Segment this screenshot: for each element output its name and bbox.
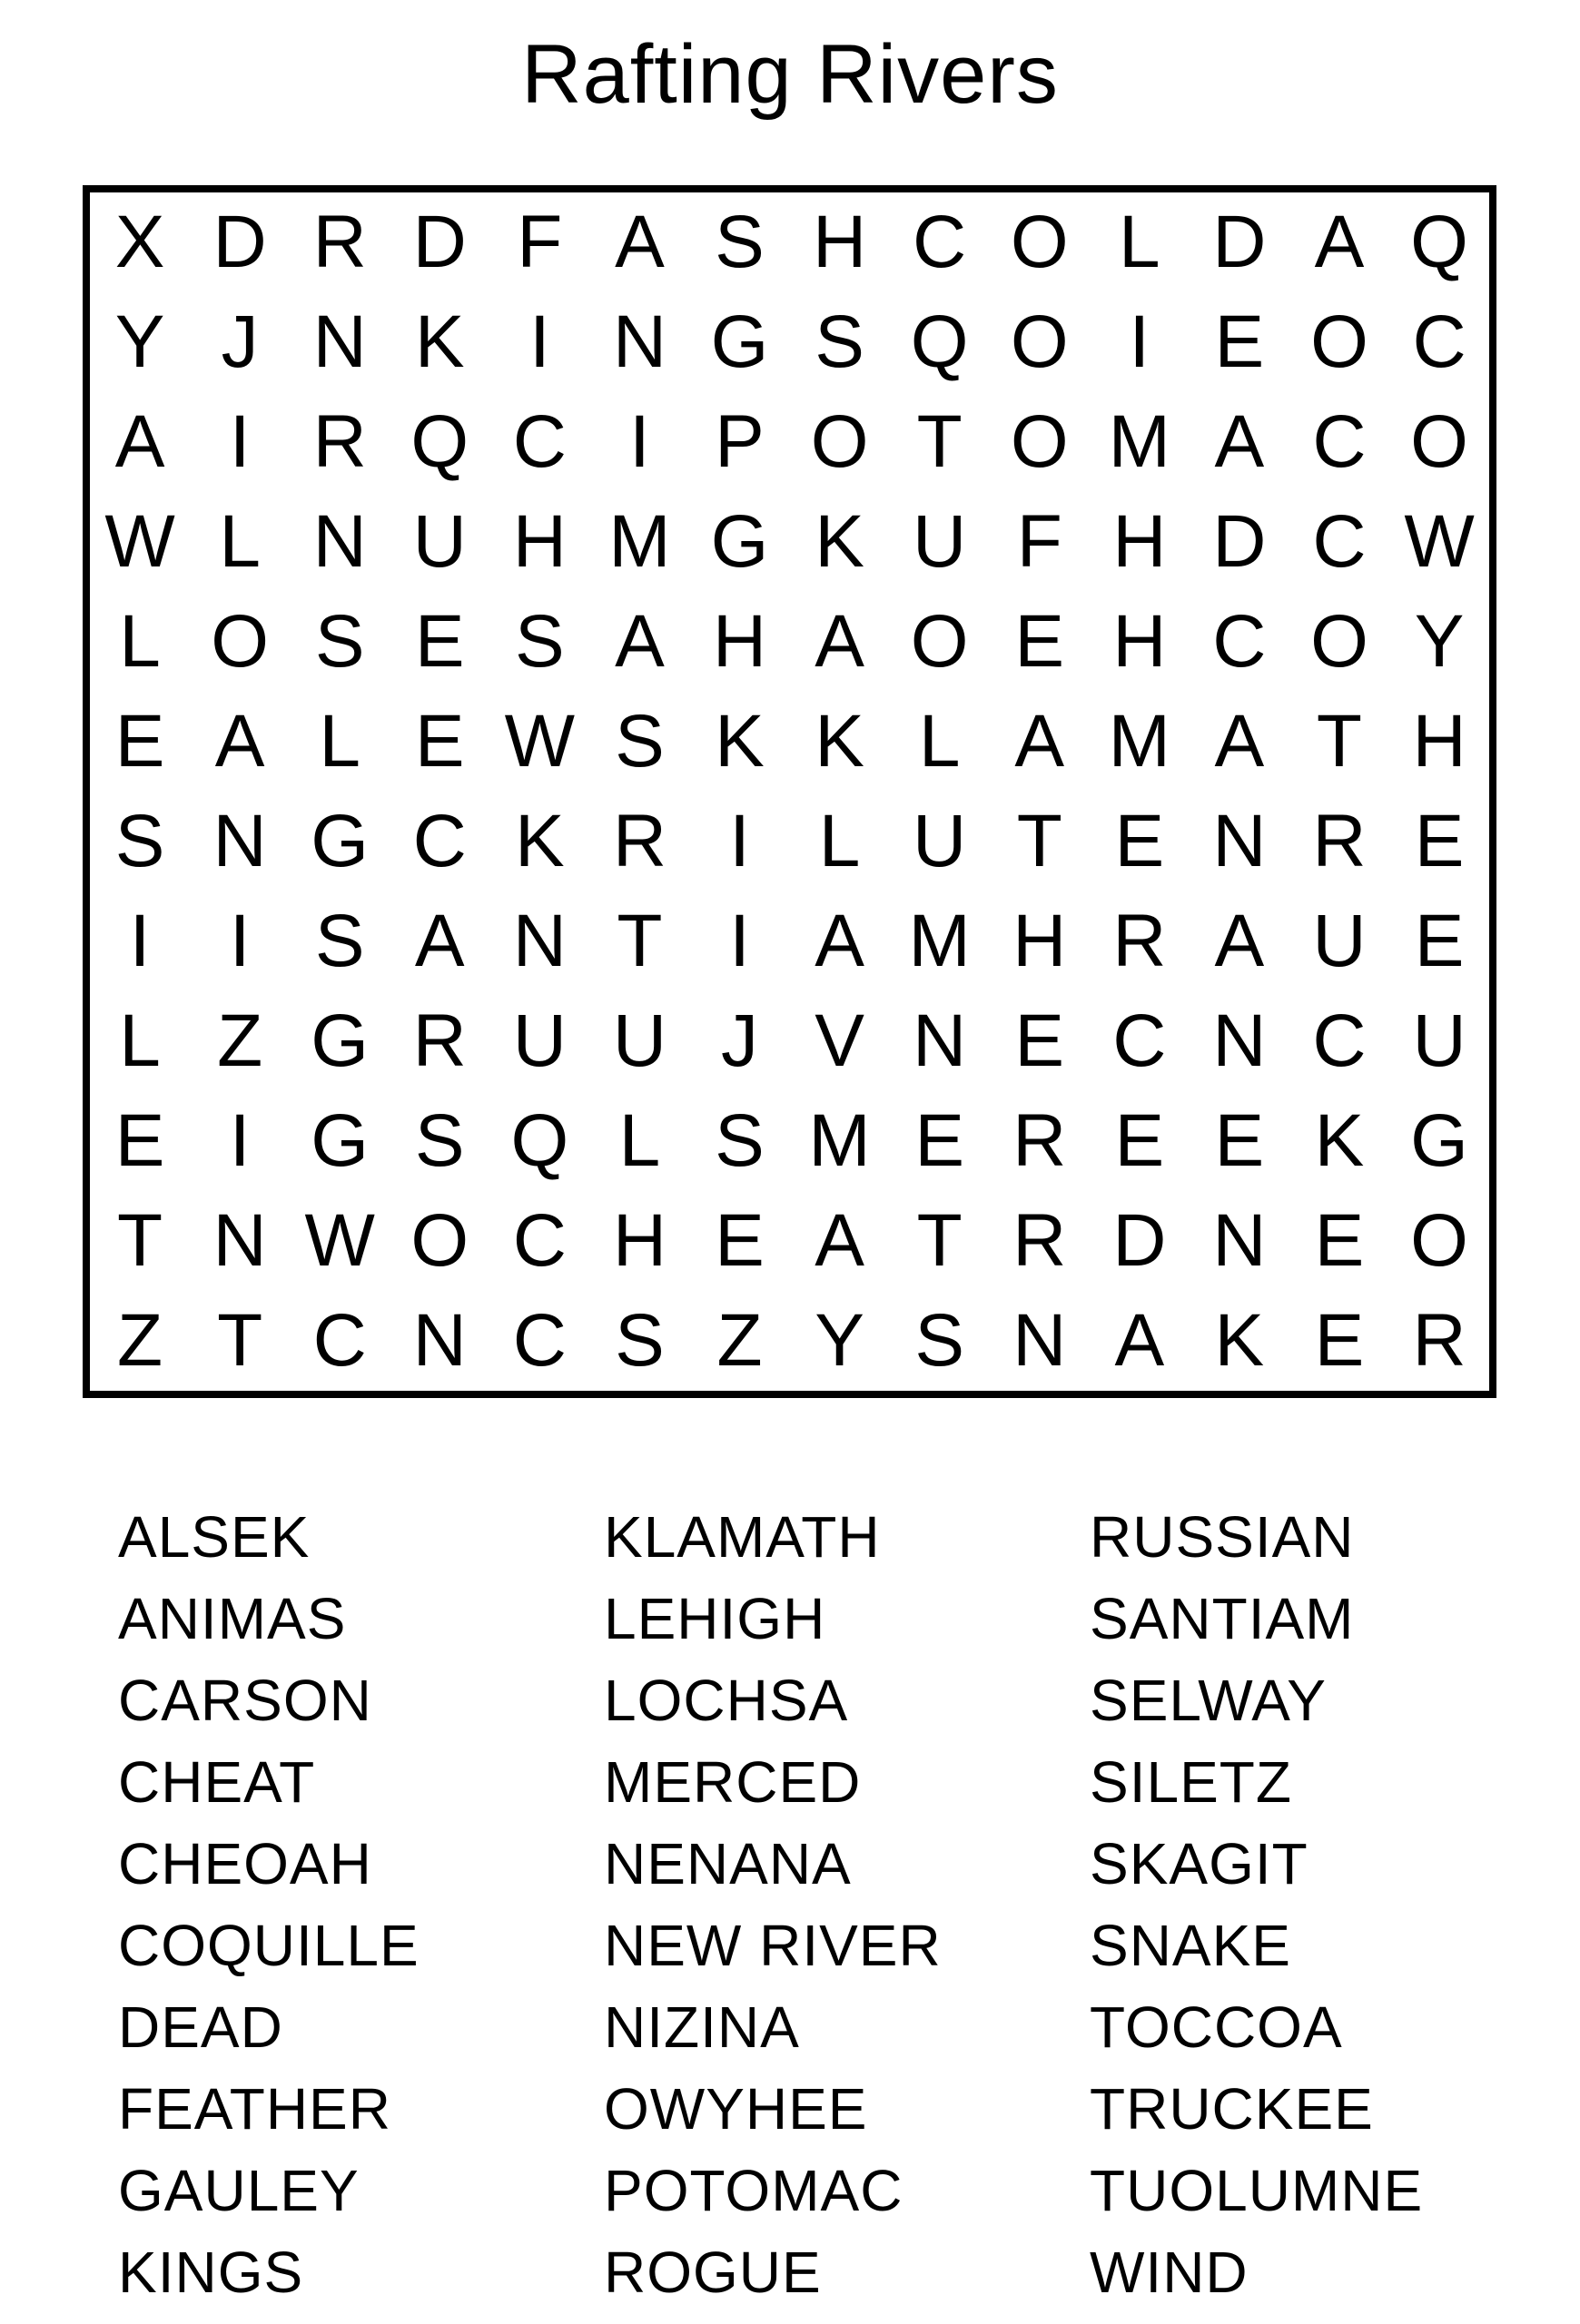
grid-cell: F	[517, 201, 563, 283]
grid-cell: A	[815, 1199, 864, 1282]
grid-cell: L	[918, 700, 961, 783]
grid-cell: F	[1016, 500, 1062, 583]
grid-cell: H	[1112, 500, 1167, 583]
grid-cell: C	[312, 1299, 367, 1382]
word-item: KLAMATH	[604, 1504, 881, 1570]
grid-cell: C	[412, 800, 467, 882]
grid-cell: A	[414, 900, 465, 982]
grid-cell: G	[710, 500, 769, 583]
grid-cell: I	[629, 400, 650, 483]
grid-cell: Y	[114, 300, 165, 383]
grid-cell: U	[612, 1000, 667, 1082]
grid-cell: R	[1312, 800, 1367, 882]
grid-cell: I	[229, 400, 251, 483]
grid-cell: L	[219, 500, 261, 583]
grid-cell: R	[412, 1000, 467, 1082]
grid-cell: A	[214, 700, 265, 783]
grid-cell: L	[119, 1000, 161, 1082]
word-item: ROGUE	[604, 2240, 822, 2305]
grid-cell: O	[211, 600, 270, 683]
word-list-column	[118, 1496, 604, 2313]
grid-cell: C	[512, 1199, 567, 1282]
word-item: SELWAY	[1090, 1668, 1327, 1733]
word-item: CARSON	[118, 1668, 372, 1733]
grid-cell: R	[312, 201, 367, 283]
grid-cell: A	[114, 400, 165, 483]
grid-cell: Z	[217, 1000, 263, 1082]
grid-cell: T	[916, 400, 963, 483]
grid-cell: O	[1310, 600, 1368, 683]
grid-cell: D	[1212, 201, 1267, 283]
word-item: TUOLUMNE	[1090, 2158, 1424, 2223]
grid-cell: A	[1314, 201, 1365, 283]
grid-cell: D	[1112, 1199, 1167, 1282]
grid-cell: C	[1312, 1000, 1367, 1082]
grid-cell: L	[1119, 201, 1160, 283]
grid-row	[90, 192, 1489, 292]
grid-cell: Q	[410, 400, 469, 483]
grid-cell: N	[312, 300, 367, 383]
grid-cell: N	[612, 300, 667, 383]
grid-cell: P	[715, 400, 765, 483]
grid-cell: E	[114, 700, 165, 783]
grid-cell: N	[913, 1000, 967, 1082]
grid-row	[90, 991, 1489, 1091]
grid-cell: U	[913, 500, 967, 583]
word-item: POTOMAC	[604, 2158, 904, 2223]
grid-cell: N	[1212, 800, 1267, 882]
grid-cell: C	[512, 1299, 567, 1382]
word-item: MERCED	[604, 1749, 862, 1815]
grid-cell: E	[1214, 300, 1265, 383]
grid-cell: G	[1410, 1099, 1468, 1182]
grid-cell: H	[1412, 700, 1466, 783]
grid-cell: O	[810, 400, 869, 483]
grid-cell: M	[1108, 400, 1170, 483]
grid-cell: R	[1112, 900, 1167, 982]
grid-cell: A	[1214, 700, 1265, 783]
grid-cell: S	[615, 700, 665, 783]
grid-cell: N	[1212, 1199, 1267, 1282]
word-item: FEATHER	[118, 2076, 391, 2142]
grid-cell: L	[319, 700, 360, 783]
grid-cell: A	[1214, 400, 1265, 483]
grid-cell: H	[612, 1199, 667, 1282]
grid-cell: E	[114, 1099, 165, 1182]
grid-cell: A	[1114, 1299, 1165, 1382]
word-item: LEHIGH	[604, 1586, 826, 1651]
grid-cell: N	[512, 900, 567, 982]
grid-cell: O	[1310, 300, 1368, 383]
grid-cell: W	[304, 1199, 375, 1282]
grid-cell: D	[1212, 500, 1267, 583]
grid-cell: Q	[1410, 201, 1468, 283]
grid-cell: T	[217, 1299, 263, 1382]
grid-cell: X	[114, 201, 165, 283]
grid-cell: N	[212, 1199, 267, 1282]
grid-cell: O	[1010, 201, 1069, 283]
grid-cell: L	[818, 800, 861, 882]
grid-cell: E	[1414, 900, 1465, 982]
grid-cell: I	[729, 900, 750, 982]
word-item: NENANA	[604, 1831, 852, 1896]
word-item: LOCHSA	[604, 1668, 849, 1733]
page-title: Rafting Rivers	[521, 28, 1059, 121]
grid-cell: U	[1412, 1000, 1466, 1082]
grid-cell: S	[114, 800, 165, 882]
grid-cell: C	[1112, 1000, 1167, 1082]
grid-cell: H	[512, 500, 567, 583]
grid-row	[90, 1291, 1489, 1391]
grid-cell: K	[515, 800, 565, 882]
word-item: ALSEK	[118, 1504, 311, 1570]
grid-cell: K	[414, 300, 465, 383]
word-item: RUSSIAN	[1090, 1504, 1355, 1570]
grid-row	[90, 1191, 1489, 1291]
grid-cell: M	[608, 500, 671, 583]
grid-cell: Z	[716, 1299, 763, 1382]
grid-cell: C	[913, 201, 967, 283]
grid-cell: J	[221, 300, 259, 383]
grid-cell: E	[1014, 600, 1065, 683]
grid-cell: C	[1312, 400, 1367, 483]
grid-cell: G	[311, 1000, 370, 1082]
grid-cell: R	[1412, 1299, 1466, 1382]
grid-cell: A	[1214, 900, 1265, 982]
word-item: NEW RIVER	[604, 1913, 942, 1978]
grid-cell: K	[1314, 1099, 1365, 1182]
word-item: SILETZ	[1090, 1749, 1292, 1815]
word-item: ANIMAS	[118, 1586, 347, 1651]
grid-cell: A	[1014, 700, 1065, 783]
word-item: CHEAT	[118, 1749, 316, 1815]
grid-cell: C	[512, 400, 567, 483]
grid-cell: O	[1010, 400, 1069, 483]
word-list-column	[1090, 1496, 1575, 2313]
grid-cell: U	[412, 500, 467, 583]
grid-cell: O	[1410, 1199, 1468, 1282]
grid-cell: C	[1312, 500, 1367, 583]
grid-cell: V	[815, 1000, 864, 1082]
grid-cell: M	[808, 1099, 871, 1182]
grid-cell: O	[410, 1199, 469, 1282]
grid-cell: M	[1108, 700, 1170, 783]
grid-row	[90, 392, 1489, 492]
grid-cell: D	[212, 201, 267, 283]
grid-cell: E	[715, 1199, 765, 1282]
grid-cell: T	[1316, 700, 1363, 783]
grid-cell: A	[615, 201, 665, 283]
grid-row	[90, 891, 1489, 991]
word-item: DEAD	[118, 1994, 283, 2060]
grid-cell: U	[1312, 900, 1367, 982]
grid-cell: N	[412, 1299, 467, 1382]
grid-cell: S	[715, 201, 765, 283]
grid-cell: I	[229, 1099, 251, 1182]
grid-cell: S	[414, 1099, 465, 1182]
grid-cell: E	[414, 700, 465, 783]
grid-cell: Y	[1414, 600, 1465, 683]
grid-cell: K	[815, 500, 864, 583]
grid-cell: N	[312, 500, 367, 583]
grid-cell: R	[1012, 1199, 1067, 1282]
grid-cell: E	[914, 1099, 965, 1182]
grid-cell: G	[311, 800, 370, 882]
grid-cell: W	[104, 500, 175, 583]
grid-cell: A	[615, 600, 665, 683]
grid-cell: H	[812, 201, 867, 283]
grid-cell: T	[1016, 800, 1062, 882]
grid-cell: K	[1214, 1299, 1265, 1382]
grid-cell: I	[729, 800, 750, 882]
word-list-column	[604, 1496, 1090, 2313]
grid-cell: O	[1010, 300, 1069, 383]
word-item: WIND	[1090, 2240, 1249, 2305]
grid-row	[90, 792, 1489, 891]
grid-cell: S	[515, 600, 565, 683]
grid-cell: Q	[910, 300, 969, 383]
grid-cell: Y	[815, 1299, 864, 1382]
grid-cell: C	[1412, 300, 1466, 383]
word-item: TOCCOA	[1090, 1994, 1343, 2060]
word-item: SKAGIT	[1090, 1831, 1308, 1896]
grid-cell: A	[815, 900, 864, 982]
grid-cell: R	[612, 800, 667, 882]
grid-cell: J	[721, 1000, 758, 1082]
grid-cell: R	[1012, 1099, 1067, 1182]
grid-cell: S	[314, 600, 365, 683]
grid-cell: E	[1114, 800, 1165, 882]
grid-cell: C	[1212, 600, 1267, 683]
word-item: OWYHEE	[604, 2076, 868, 2142]
grid-cell: R	[312, 400, 367, 483]
grid-cell: K	[815, 700, 864, 783]
grid-cell: E	[1314, 1299, 1365, 1382]
grid-cell: H	[1012, 900, 1067, 982]
word-list	[0, 1496, 1580, 2313]
puzzle-grid	[83, 185, 1496, 1398]
grid-cell: E	[1414, 800, 1465, 882]
grid-cell: K	[715, 700, 765, 783]
grid-cell: U	[512, 1000, 567, 1082]
grid-row	[90, 492, 1489, 592]
grid-cell: W	[504, 700, 576, 783]
grid-cell: L	[618, 1099, 661, 1182]
grid-cell: E	[1114, 1099, 1165, 1182]
grid-cell: H	[712, 600, 767, 683]
word-item: TRUCKEE	[1090, 2076, 1374, 2142]
word-item: GAULEY	[118, 2158, 360, 2223]
grid-cell: S	[314, 900, 365, 982]
grid-cell: L	[119, 600, 161, 683]
grid-cell: T	[116, 1199, 163, 1282]
grid-cell: I	[528, 300, 550, 383]
word-item: CHEOAH	[118, 1831, 372, 1896]
grid-cell: M	[908, 900, 971, 982]
grid-cell: S	[815, 300, 864, 383]
word-item: KINGS	[118, 2240, 304, 2305]
grid-cell: T	[916, 1199, 963, 1282]
grid-cell: N	[212, 800, 267, 882]
grid-row	[90, 1091, 1489, 1191]
grid-cell: S	[914, 1299, 965, 1382]
grid-row	[90, 292, 1489, 392]
grid-cell: O	[910, 600, 969, 683]
grid-cell: E	[1014, 1000, 1065, 1082]
grid-cell: A	[815, 600, 864, 683]
word-item: SANTIAM	[1090, 1586, 1355, 1651]
grid-cell: G	[311, 1099, 370, 1182]
grid-cell: O	[1410, 400, 1468, 483]
grid-cell: I	[129, 900, 151, 982]
grid-cell: Z	[116, 1299, 163, 1382]
word-item: NIZINA	[604, 1994, 800, 2060]
grid-cell: T	[617, 900, 663, 982]
grid-cell: G	[710, 300, 769, 383]
grid-cell: H	[1112, 600, 1167, 683]
grid-cell: E	[1214, 1099, 1265, 1182]
word-item: SNAKE	[1090, 1913, 1291, 1978]
grid-cell: I	[229, 900, 251, 982]
grid-cell: N	[1012, 1299, 1067, 1382]
grid-row	[90, 592, 1489, 692]
word-item: COQUILLE	[118, 1913, 420, 1978]
grid-cell: N	[1212, 1000, 1267, 1082]
grid-cell: Q	[510, 1099, 569, 1182]
grid-row	[90, 692, 1489, 792]
grid-cell: U	[913, 800, 967, 882]
grid-cell: E	[1314, 1199, 1365, 1282]
grid-cell: D	[412, 201, 467, 283]
grid-cell: S	[715, 1099, 765, 1182]
grid-cell: E	[414, 600, 465, 683]
grid-cell: W	[1404, 500, 1475, 583]
grid-cell: I	[1129, 300, 1150, 383]
grid-cell: S	[615, 1299, 665, 1382]
